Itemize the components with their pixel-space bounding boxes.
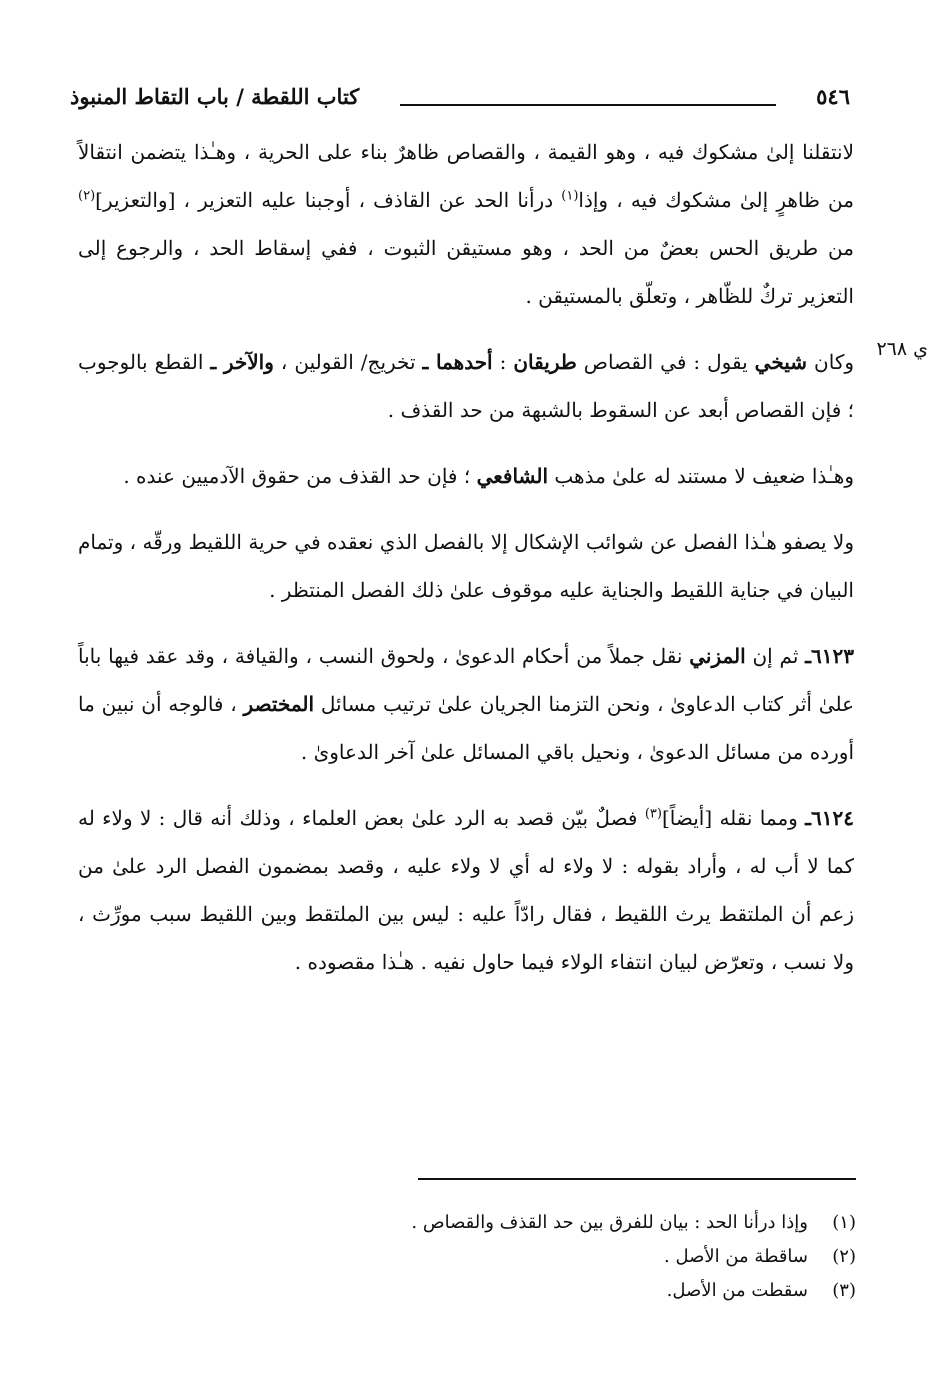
paragraph-text: ولا يصفو هـٰذا الفصل عن شوائب الإشكال إلا بالفصل الذي نعقده في حرية اللقيط ورقّه ، وتمام البيان في جناية اللقيط والجناية عليه موقوف علىٰ ذلك الفصل المنتظر .: [78, 530, 854, 602]
paragraph-5: [78, 632, 854, 776]
paragraph-3: [78, 452, 854, 500]
paragraph-text: درأنا الحد عن القاذف ، أوجبنا عليه التعزير ، [والتعزير]: [95, 188, 562, 212]
footnote-ref-2: (٢): [78, 188, 96, 204]
paragraph-text: ، فالوجه أن نبين ما أورده من مسائل الدعوىٰ ، ونحيل باقي المسائل علىٰ آخر الدعاوىٰ .: [78, 692, 854, 764]
paragraph-text: تخريج/ القولين ،: [273, 350, 423, 374]
bold-term: أحدهما ـ: [422, 350, 493, 374]
paragraph-4: [78, 518, 854, 614]
paragraph-text: القطع بالوجوب ؛ فإن القصاص أبعد عن السقوط بالشبهة من حد القذف .: [78, 350, 854, 422]
bold-term: طريقان: [513, 350, 577, 374]
paragraph-text: وهـٰذا ضعيف لا مستند له علىٰ مذهب: [548, 464, 854, 488]
paragraph-text: يقول : في القصاص: [576, 350, 755, 374]
bold-term: المزني: [689, 644, 746, 668]
footnote-number: (٢): [832, 1246, 856, 1267]
footnote-item: [300, 1206, 856, 1240]
footnotes: [300, 1206, 856, 1308]
running-title: كتاب اللقطة / باب التقاط المنبوذ: [70, 84, 360, 109]
footnote-text: ساقطة من الأصل .: [664, 1246, 808, 1267]
bold-term: الشافعي: [476, 464, 549, 488]
footnote-number: (١): [832, 1212, 856, 1233]
paragraph-1: [78, 128, 854, 320]
running-header: [70, 78, 850, 118]
paragraph-2: [78, 338, 854, 434]
footnote-number: (٣): [832, 1280, 856, 1301]
paragraph-text: من طريق الحس بعضٌ من الحد ، وهو مستيقن الثبوت ، ففي إسقاط الحد ، والرجوع إلى التعزير تركٌ للظّاهر ، وتعلّق بالمستيقن .: [78, 236, 854, 308]
bold-term: والآخر ـ: [210, 350, 274, 374]
section-number: ٦١٢٤ـ: [805, 806, 854, 830]
paragraph-text: ثم إن: [745, 644, 806, 668]
footnote-text: وإذا درأنا الحد : بيان للفرق بين حد القذف والقصاص .: [411, 1212, 808, 1233]
footnote-item: [300, 1274, 856, 1308]
page-number: ٥٤٦: [816, 84, 850, 109]
section-number: ٦١٢٣ـ: [805, 644, 854, 668]
paragraph-6: [78, 794, 854, 986]
footnote-divider: [418, 1178, 856, 1180]
paragraph-text: لانتقلنا إلىٰ مشكوك فيه ، وهو القيمة ، والقصاص ظاهرٌ بناء على الحرية ، وهـٰذا يتضمن انتقالاً من ظاهرٍ إلىٰ مشكوك فيه ، وإذا: [78, 140, 854, 212]
footnote-ref-1: (١): [561, 188, 579, 204]
paragraph-text: فصلٌ بيّن قصد به الرد علىٰ بعض العلماء ، وذلك أنه قال : لا ولاء له كما لا أب له ، وأراد بقوله : لا ولاء له أي لا ولاء عليه ، وقصد بمضمون الفصل الرد علىٰ من زعم أن الملتقط يرث اللقيط ، فقال رادّاً عليه : ليس بين الملتقط وبين اللقيط سبب مورِّث ، ولا نسب ، وتعرّض لبيان انتفاء الولاء فيما حاول نفيه . هـٰذا مقصوده .: [78, 806, 854, 974]
paragraph-text: :: [492, 350, 514, 374]
paragraph-text: ؛ فإن حد القذف من حقوق الآدميين عنده .: [123, 464, 477, 488]
bold-term: شيخي: [754, 350, 808, 374]
main-text: [78, 128, 854, 1004]
paragraph-text: نقل جملاً من أحكام الدعوىٰ ، ولحوق النسب ، والقيافة ، وقد عقد فيها باباً علىٰ أثر كتاب الدعاوىٰ ، ونحن التزمنا الجريان علىٰ ترتيب مسائل: [78, 644, 854, 716]
paragraph-text: وكان: [807, 350, 855, 374]
paragraph-text: ومما نقله [أيضاً]: [661, 806, 806, 830]
footnote-item: [300, 1240, 856, 1274]
footnote-text: سقطت من الأصل.: [666, 1280, 808, 1301]
header-rule: [400, 104, 776, 106]
margin-reference: ي ٢٦٨: [876, 338, 928, 360]
bold-term: المختصر: [243, 692, 315, 716]
footnote-ref-3: (٣): [644, 806, 662, 822]
